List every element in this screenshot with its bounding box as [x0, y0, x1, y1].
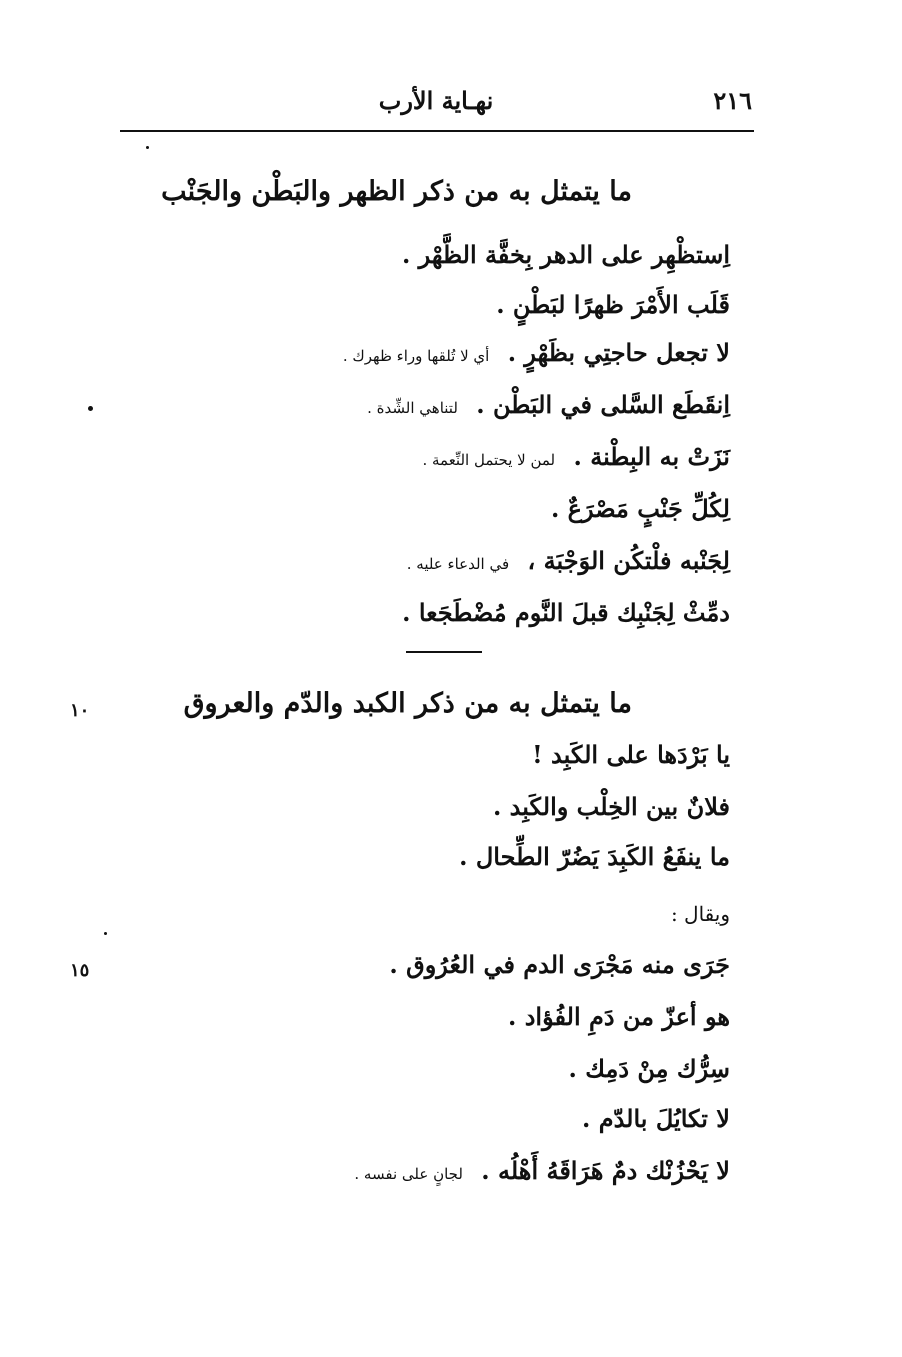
proverb-note: أي لا تُلقها وراء ظهرك . [342, 347, 490, 365]
proverb-line [508, 1002, 730, 1031]
speck [146, 146, 149, 149]
proverb-text: قَلَب الأَمْرَ ظهرًا لبَطْنٍ . [496, 290, 730, 319]
proverb-text: لِكُلِّ جَنْبٍ مَصْرَعٌ . [550, 494, 730, 523]
section-divider [406, 651, 482, 653]
running-title: نهـاية الأرب [378, 86, 494, 115]
proverb-note: لجانٍ على نفسه . [354, 1165, 463, 1183]
proverb-line [422, 442, 730, 471]
proverb-line [459, 842, 730, 871]
header-rule [120, 130, 754, 132]
margin-dot [88, 406, 93, 411]
margin-line-number: ١٥ [70, 960, 90, 981]
connector-text: ويقال : [670, 902, 730, 926]
proverb-text: لا يَحْزُنْك دمٌ هَرَاقَهُ أَهْلُه . [481, 1156, 730, 1185]
proverb-line [569, 1054, 730, 1083]
proverb-note: لمن لا يحتمل النِّعمة . [422, 451, 556, 469]
proverb-line [354, 1156, 730, 1185]
proverb-text: فلانٌ بين الخِلْب والكَبِد . [492, 792, 730, 821]
proverb-text: اِنقَطَع السَّلى في البَطْن . [476, 390, 730, 419]
proverb-line [343, 338, 730, 367]
section-title-liver-blood-veins: ما يتمثل به من ذكر الكبد والدّم والعروق [183, 688, 632, 719]
proverb-text: اِستظْهِر على الدهر بِخفَّة الظَّهْر . [401, 240, 730, 269]
proverb-note: لتناهي الشِّدة . [367, 399, 458, 417]
proverb-note: في الدعاء عليه . [406, 555, 510, 573]
margin-line-number: ١٠ [70, 700, 90, 721]
proverb-line [551, 494, 730, 523]
proverb-text: سِرُّك مِنْ دَمِك . [568, 1054, 730, 1083]
section-title-back-belly-side: ما يتمثل به من ذكر الظهر والبَطْن والجَنْب [161, 176, 632, 207]
page-header [120, 86, 752, 126]
proverb-text: نَزَتْ به البِطْنة . [573, 442, 730, 471]
speck [104, 932, 107, 935]
proverb-line [493, 792, 730, 821]
page-number: ٢١٦ [713, 86, 752, 115]
proverb-line [402, 598, 730, 627]
proverb-line [496, 290, 730, 319]
proverb-line [407, 546, 730, 575]
proverb-text: لا تكايُلَ بالدّم . [582, 1104, 730, 1133]
proverb-line [582, 1104, 730, 1133]
proverb-text: ما ينفَعُ الكَبِدَ يَضُرّ الطِّحال . [459, 842, 730, 871]
proverb-text: يا بَرْدَها على الكَبِد ! [532, 740, 730, 769]
proverb-line [389, 950, 730, 979]
proverb-line [367, 390, 730, 419]
proverb-text: هو أعزّ من دَمِ الفُؤاد . [508, 1002, 730, 1031]
proverb-text: لِجَنْبه فلْتكُن الوَجْبَة ، [527, 546, 730, 575]
proverb-text: دمِّثْ لِجَنْبِك قبلَ النَّوم مُضْطَجَعا . [402, 598, 730, 627]
proverb-text: لا تجعل حاجتِي بظَهْرٍ . [507, 338, 730, 367]
proverb-line [532, 740, 730, 769]
proverb-line [402, 240, 730, 269]
proverb-text: جَرَى منه مَجْرَى الدم في العُرُوق . [389, 950, 730, 979]
